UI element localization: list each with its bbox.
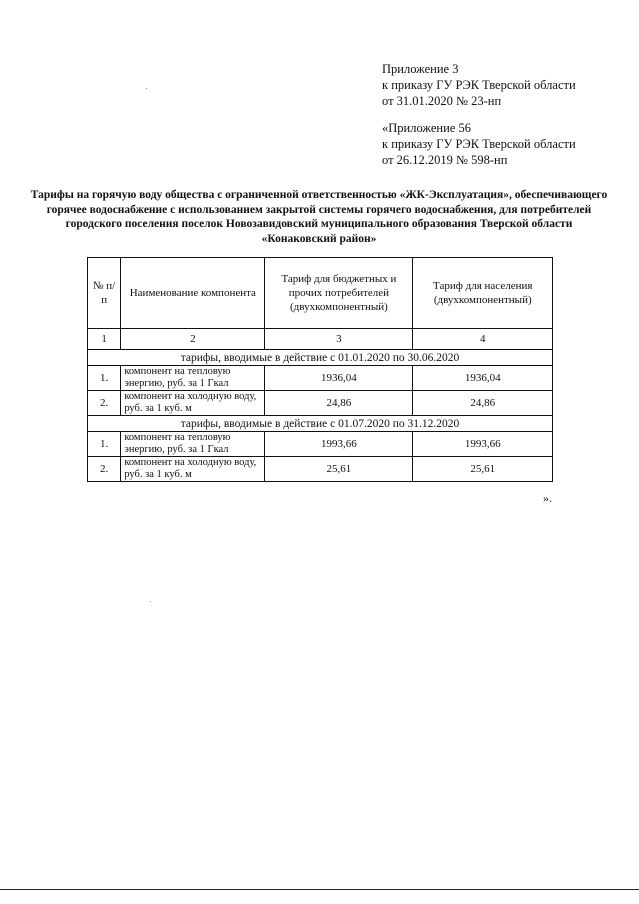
tariff-table <box>87 257 553 482</box>
period-label: тарифы, вводимые в действие с 01.07.2020 по 31.12.2020 <box>88 416 553 432</box>
row-no: 2. <box>88 391 121 416</box>
table-header-row <box>88 258 553 329</box>
table-row <box>88 432 553 457</box>
appendix-line: от 26.12.2019 № 598-нп <box>382 153 508 167</box>
scan-bottom-edge <box>0 889 639 890</box>
table-row <box>88 366 553 391</box>
row-tariff-population: 1936,04 <box>413 366 553 391</box>
row-no: 2. <box>88 457 121 482</box>
table-row <box>88 457 553 482</box>
table-row <box>88 391 553 416</box>
row-tariff-population: 25,61 <box>413 457 553 482</box>
column-number-row <box>88 329 553 350</box>
period-row <box>88 350 553 366</box>
header-name: Наименование компонента <box>121 258 265 329</box>
appendix-line: к приказу ГУ РЭК Тверской области <box>382 78 576 92</box>
header-tariff-population: Тариф для населения (двухкомпонентный) <box>413 258 553 329</box>
header-tariff-budget: Тариф для бюджетных и прочих потребителей (двухкомпонентный) <box>265 258 413 329</box>
column-number: 1 <box>88 329 121 350</box>
row-tariff-population: 1993,66 <box>413 432 553 457</box>
row-tariff-budget: 25,61 <box>265 457 413 482</box>
appendix-line: от 31.01.2020 № 23-нп <box>382 94 502 108</box>
row-component: компонент на холодную воду, руб. за 1 куб. м <box>121 391 265 416</box>
scan-speck <box>150 601 151 602</box>
appendix-current-header <box>382 61 576 109</box>
row-tariff-population: 24,86 <box>413 391 553 416</box>
closing-quote-mark: ». <box>543 491 552 505</box>
column-number: 2 <box>121 329 265 350</box>
row-tariff-budget: 1936,04 <box>265 366 413 391</box>
appendix-line: к приказу ГУ РЭК Тверской области <box>382 137 576 151</box>
row-tariff-budget: 1993,66 <box>265 432 413 457</box>
row-component: компонент на холодную воду, руб. за 1 куб. м <box>121 457 265 482</box>
appendix-line: «Приложение 56 <box>382 121 471 135</box>
document-title: Тарифы на горячую воду общества с ограниченной ответственностью «ЖК-Эксплуатация», обеспечивающего горячее водоснабжение с использованием закрытой системы горячего водоснабжения, для потребителей городского поселения поселок Новозавидовский муниципального образования Тверской области «Конаковский район» <box>30 189 608 245</box>
row-no: 1. <box>88 366 121 391</box>
appendix-original-header <box>382 120 576 168</box>
row-component: компонент на тепловую энергию, руб. за 1 Гкал <box>121 366 265 391</box>
header-no: № п/п <box>88 258 121 329</box>
appendix-line: Приложение 3 <box>382 62 459 76</box>
row-tariff-budget: 24,86 <box>265 391 413 416</box>
period-label: тарифы, вводимые в действие с 01.01.2020 по 30.06.2020 <box>88 350 553 366</box>
row-component: компонент на тепловую энергию, руб. за 1 Гкал <box>121 432 265 457</box>
period-row <box>88 416 553 432</box>
row-no: 1. <box>88 432 121 457</box>
column-number: 4 <box>413 329 553 350</box>
column-number: 3 <box>265 329 413 350</box>
scan-speck <box>146 88 147 89</box>
